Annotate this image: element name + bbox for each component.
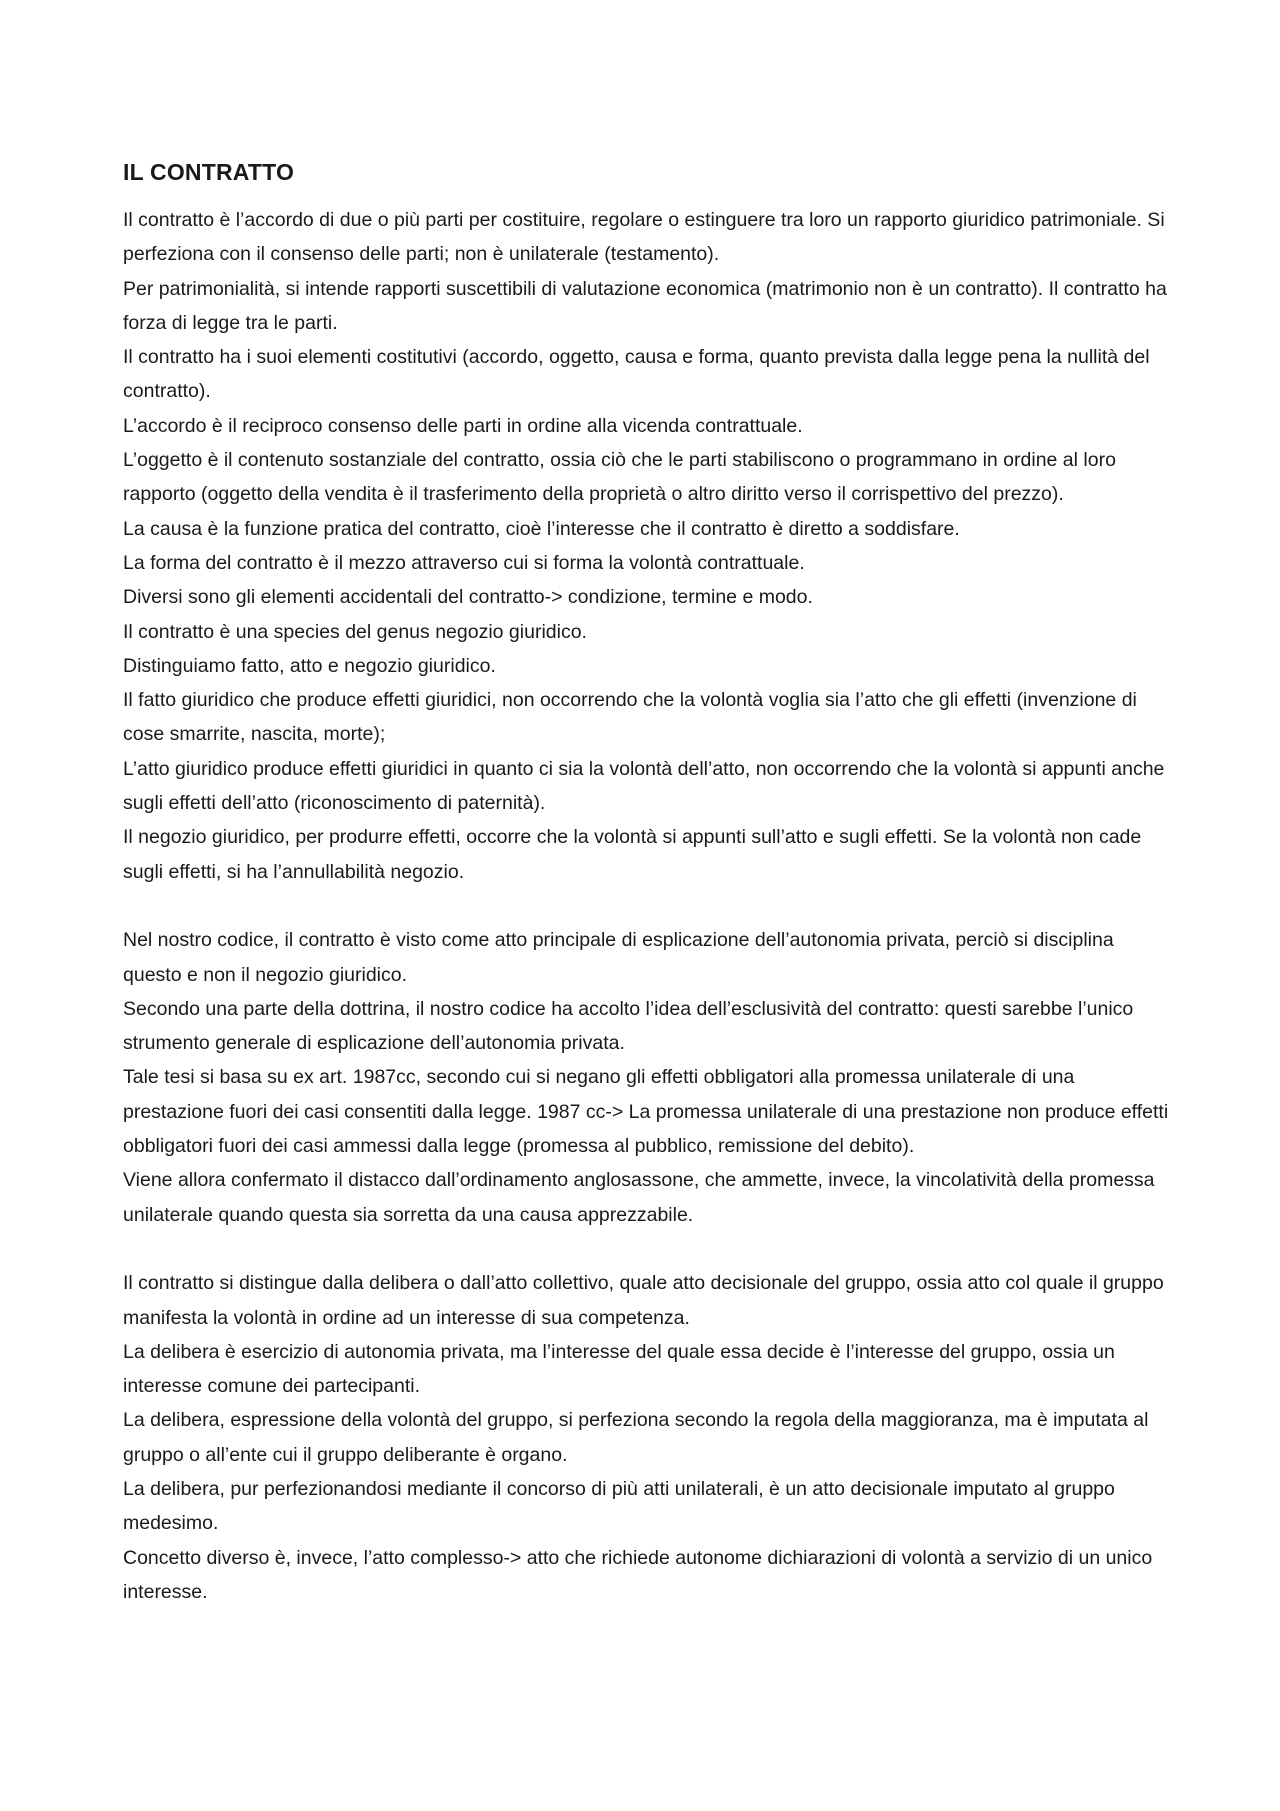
paragraph: La causa è la funzione pratica del contratto, cioè l’interesse che il contratto è diretto a soddisfare. — [123, 517, 960, 540]
paragraph: L’accordo è il reciproco consenso delle parti in ordine alla vicenda contrattuale. — [123, 414, 803, 437]
paragraph: La delibera è esercizio di autonomia privata, ma l’interesse del quale essa decide è l’interesse del gruppo, ossia un interesse comune dei partecipanti. — [123, 1340, 1115, 1398]
paragraph: Il contratto ha i suoi elementi costitutivi (accordo, oggetto, causa e forma, quanto prevista dalla legge pena la nullità del contratto). — [123, 346, 1150, 403]
paragraph: Diversi sono gli elementi accidentali del contratto-> condizione, termine e modo. — [123, 586, 813, 609]
paragraph: L’oggetto è il contenuto sostanziale del contratto, ossia ciò che le parti stabiliscono o programmano in ordine al loro rapporto (oggetto della vendita è il trasferimento della proprietà o altro diritto verso il corrispettivo del prezzo). — [123, 449, 1116, 506]
paragraph: Il contratto è una species del genus negozio giuridico. — [123, 620, 587, 643]
paragraph: La delibera, pur perfezionandosi mediante il concorso di più atti unilaterali, è un atto decisionale imputato al gruppo medesimo. — [123, 1477, 1115, 1535]
paragraph: Tale tesi si basa su ex art. 1987cc, secondo cui si negano gli effetti obbligatori alla promessa unilaterale di una prestazione fuori dei casi consentiti dalla legge. 1987 cc-> La promessa unilaterale di una prestazione non produce effetti obbligatori fuori dei casi ammessi dalla legge (promessa al pubblico, remissione del debito). — [123, 1066, 1169, 1158]
paragraph: Il contratto è l’accordo di due o più parti per costituire, regolare o estinguere tra loro un rapporto giuridico patrimoniale. Si perfeziona con il consenso delle parti; non è unilaterale (testamento). — [123, 209, 1165, 266]
paragraph: L’atto giuridico produce effetti giuridici in quanto ci sia la volontà dell’atto, non occorrendo che la volontà si appunti anche sugli effetti dell’atto (riconoscimento di paternità). — [123, 757, 1165, 815]
document-body — [123, 203, 1173, 1609]
paragraph: La delibera, espressione della volontà del gruppo, si perfeziona secondo la regola della maggioranza, ma è imputata al gruppo o all’ente cui il gruppo deliberante è organo. — [123, 1409, 1149, 1466]
paragraph: Il fatto giuridico che produce effetti giuridici, non occorrendo che la volontà voglia sia l’atto che gli effetti (invenzione di cose smarrite, nascita, morte); — [123, 689, 1137, 746]
document-title: IL CONTRATTO — [123, 159, 295, 185]
paragraph: Concetto diverso è, invece, l’atto complesso-> atto che richiede autonome dichiarazioni di volontà a servizio di un unico interesse. — [123, 1546, 1153, 1603]
paragraph: Il contratto si distingue dalla delibera o dall’atto collettivo, quale atto decisionale del gruppo, ossia atto col quale il gruppo manifesta la volontà in ordine ad un interesse di sua competenza. — [123, 1272, 1164, 1329]
paragraph: Nel nostro codice, il contratto è visto come atto principale di esplicazione dell’autonomia privata, perciò si disciplina questo e non il negozio giuridico. — [123, 929, 1114, 986]
paragraph: Per patrimonialità, si intende rapporti suscettibili di valutazione economica (matrimonio non è un contratto). Il contratto ha forza di legge tra le parti. — [123, 277, 1167, 334]
paragraph: La forma del contratto è il mezzo attraverso cui si forma la volontà contrattuale. — [123, 551, 805, 574]
paragraph: Secondo una parte della dottrina, il nostro codice ha accolto l’idea dell’esclusività del contratto: questi sarebbe l’unico strumento generale di esplicazione dell’autonomia privata. — [123, 997, 1134, 1055]
blank-line — [123, 889, 1173, 923]
blank-line — [123, 1232, 1173, 1266]
paragraph: Distinguiamo fatto, atto e negozio giuridico. — [123, 654, 496, 677]
paragraph: Il negozio giuridico, per produrre effetti, occorre che la volontà si appunti sull’atto e sugli effetti. Se la volontà non cade sugli effetti, si ha l’annullabilità negozio. — [123, 826, 1142, 883]
document-page — [123, 156, 1173, 1609]
paragraph: Viene allora confermato il distacco dall’ordinamento anglosassone, che ammette, invece, la vincolatività della promessa unilaterale quando questa sia sorretta da una causa apprezzabile. — [123, 1169, 1155, 1226]
